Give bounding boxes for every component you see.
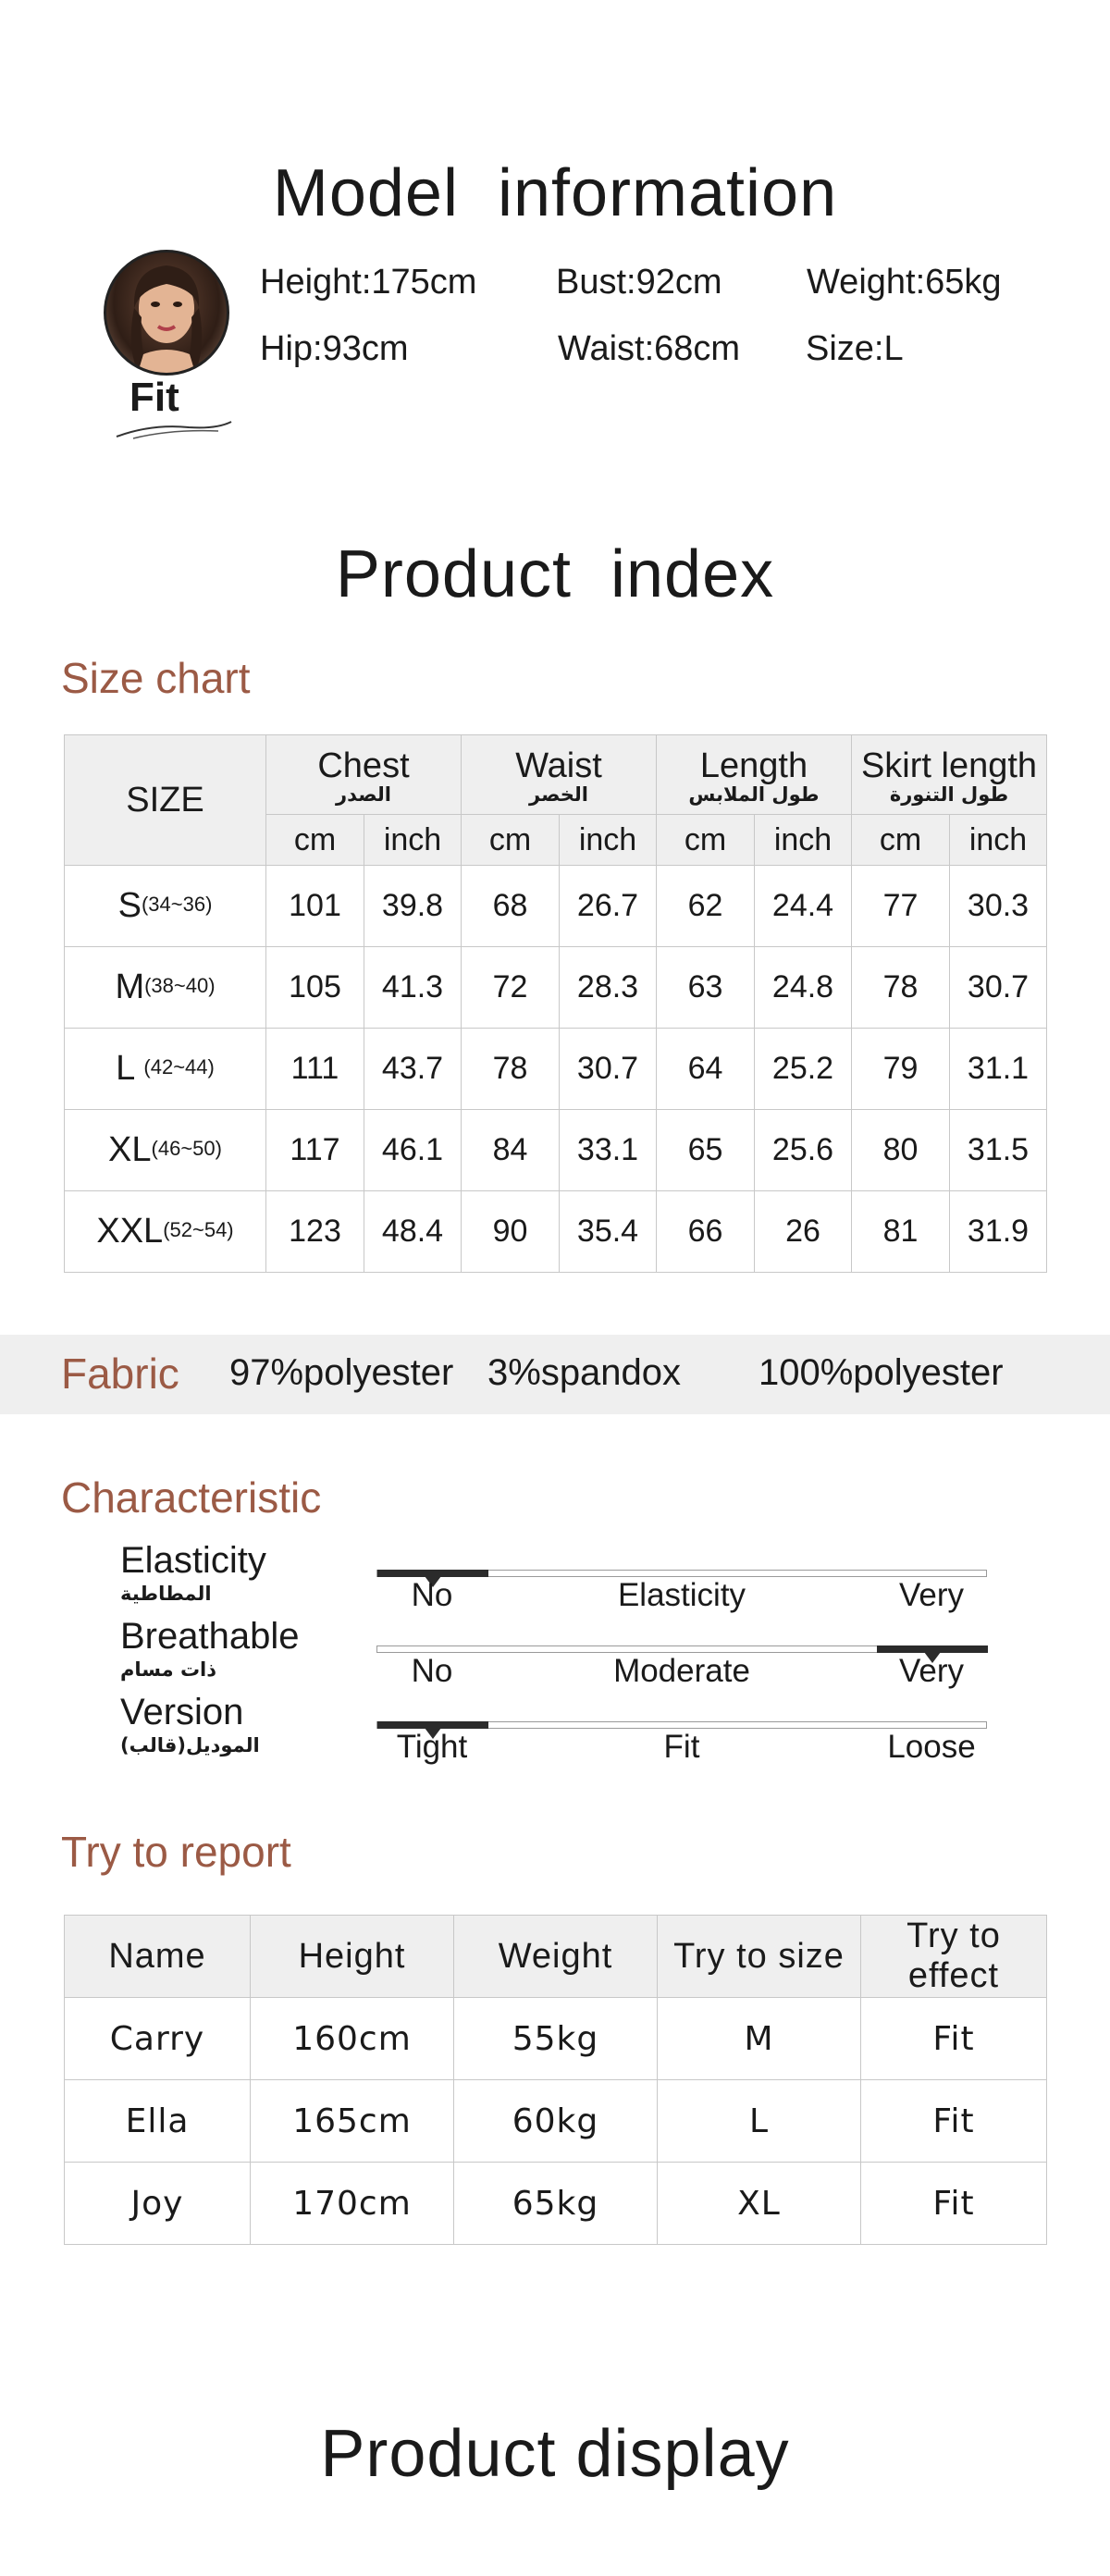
size-cell (65, 1191, 266, 1273)
model-bust: Bust:92cm (556, 263, 722, 302)
size-value-cell: 68 (462, 866, 560, 947)
characteristic-scale-bar (376, 1645, 987, 1653)
size-value-cell: 31.9 (950, 1191, 1047, 1273)
size-value-cell: 31.1 (950, 1029, 1047, 1110)
size-range: (34~36) (141, 893, 213, 916)
report-cell: Fit (861, 2163, 1047, 2245)
size-range: (38~40) (144, 974, 216, 997)
size-value-cell: 77 (852, 866, 950, 947)
product-display-title: Product display (320, 2417, 790, 2491)
report-header-try-to-effect: Try to effect (861, 1916, 1047, 1998)
size-value-cell: 84 (462, 1110, 560, 1191)
size-value-cell: 26 (755, 1191, 852, 1273)
report-cell: 165cm (251, 2080, 454, 2163)
report-header-try-to-size: Try to size (658, 1916, 861, 1998)
size-value-cell: 80 (852, 1110, 950, 1191)
model-information-title: Model information (272, 156, 838, 230)
report-cell: XL (658, 2163, 861, 2245)
size-value-cell: 33.1 (560, 1110, 657, 1191)
unit-header: cm (266, 815, 364, 866)
report-row (65, 2080, 1047, 2163)
size-value-cell: 72 (462, 947, 560, 1029)
size-value-cell: 46.1 (364, 1110, 462, 1191)
size-value-cell: 105 (266, 947, 364, 1029)
scale-label: No (411, 1577, 453, 1613)
size-label: S (117, 886, 142, 925)
size-value-cell: 28.3 (560, 947, 657, 1029)
scale-label: Tight (396, 1729, 468, 1765)
report-cell: Ella (65, 2080, 251, 2163)
size-value-cell: 30.7 (950, 947, 1047, 1029)
scale-label: Fit (663, 1729, 700, 1765)
size-chart-table (64, 734, 1047, 1273)
unit-header: cm (852, 815, 950, 866)
report-cell: 60kg (454, 2080, 658, 2163)
size-value-cell: 25.6 (755, 1110, 852, 1191)
report-title: Try to report (61, 1828, 291, 1876)
group-header-waist: Waist الخصر (462, 735, 657, 815)
size-range: (52~54) (163, 1218, 234, 1241)
size-value-cell: 63 (657, 947, 755, 1029)
size-value-cell: 66 (657, 1191, 755, 1273)
scale-label: Moderate (613, 1653, 750, 1689)
fabric-item: 3%spandox (487, 1352, 682, 1393)
characteristic-name: Version (120, 1692, 244, 1732)
model-size: Size:L (806, 329, 904, 368)
report-header-height: Height (251, 1916, 454, 1998)
group-header-skirt-length: Skirt length طول التنورة (852, 735, 1047, 815)
scale-label: No (411, 1653, 453, 1689)
characteristic-name-arabic: ذات مسام (120, 1658, 217, 1681)
size-row (65, 866, 1047, 947)
product-index-title: Product index (335, 537, 775, 611)
size-row (65, 1029, 1047, 1110)
unit-header: cm (462, 815, 560, 866)
model-hip: Hip:93cm (260, 329, 409, 368)
report-cell: M (658, 1998, 861, 2080)
size-row (65, 1110, 1047, 1191)
characteristic-name-arabic: المطاطية (120, 1583, 212, 1605)
report-cell: Carry (65, 1998, 251, 2080)
characteristic-name: Elasticity (120, 1540, 266, 1581)
group-header-chest: Chest الصدر (266, 735, 462, 815)
size-value-cell: 78 (852, 947, 950, 1029)
size-value-cell: 81 (852, 1191, 950, 1273)
size-value-cell: 24.8 (755, 947, 852, 1029)
size-value-cell: 78 (462, 1029, 560, 1110)
size-row (65, 947, 1047, 1029)
unit-header: inch (364, 815, 462, 866)
size-header: SIZE (65, 735, 266, 866)
size-value-cell: 123 (266, 1191, 364, 1273)
model-avatar (104, 250, 229, 376)
group-header-length: Length طول الملابس (657, 735, 852, 815)
fit-logo: Fit (130, 375, 179, 420)
report-header-weight: Weight (454, 1916, 658, 1998)
size-cell (65, 947, 266, 1029)
fabric-item: 97%polyester (229, 1352, 454, 1393)
size-value-cell: 39.8 (364, 866, 462, 947)
size-label: L (116, 1049, 144, 1088)
size-range: (42~44) (143, 1055, 215, 1078)
fabric-label: Fabric (61, 1350, 179, 1398)
fabric-item: 100%polyester (758, 1352, 1004, 1393)
size-value-cell: 64 (657, 1029, 755, 1110)
size-value-cell: 41.3 (364, 947, 462, 1029)
size-value-cell: 65 (657, 1110, 755, 1191)
report-cell: Joy (65, 2163, 251, 2245)
size-value-cell: 90 (462, 1191, 560, 1273)
size-cell (65, 1029, 266, 1110)
report-cell: 65kg (454, 2163, 658, 2245)
size-row (65, 1191, 1047, 1273)
report-cell: L (658, 2080, 861, 2163)
report-row (65, 1998, 1047, 2080)
size-value-cell: 62 (657, 866, 755, 947)
report-header-name: Name (65, 1916, 251, 1998)
size-value-cell: 30.7 (560, 1029, 657, 1110)
model-waist: Waist:68cm (558, 329, 741, 368)
size-label: XL (108, 1130, 152, 1169)
fit-swash-decoration (115, 418, 235, 440)
model-height: Height:175cm (260, 263, 477, 302)
size-value-cell: 43.7 (364, 1029, 462, 1110)
report-cell: Fit (861, 2080, 1047, 2163)
size-value-cell: 79 (852, 1029, 950, 1110)
size-value-cell: 30.3 (950, 866, 1047, 947)
size-value-cell: 48.4 (364, 1191, 462, 1273)
report-table (64, 1915, 1047, 2245)
size-value-cell: 31.5 (950, 1110, 1047, 1191)
model-weight: Weight:65kg (807, 263, 1002, 302)
report-cell: 160cm (251, 1998, 454, 2080)
unit-header: inch (755, 815, 852, 866)
size-cell (65, 1110, 266, 1191)
size-value-cell: 25.2 (755, 1029, 852, 1110)
characteristic-scale-bar (376, 1721, 987, 1729)
size-value-cell: 24.4 (755, 866, 852, 947)
size-label: M (115, 968, 145, 1006)
size-range: (46~50) (151, 1137, 222, 1160)
report-row (65, 2163, 1047, 2245)
characteristic-name-arabic: الموديل(قالب) (120, 1734, 260, 1756)
size-value-cell: 35.4 (560, 1191, 657, 1273)
report-cell: 55kg (454, 1998, 658, 2080)
size-value-cell: 101 (266, 866, 364, 947)
characteristic-title: Characteristic (61, 1473, 322, 1522)
report-cell: Fit (861, 1998, 1047, 2080)
unit-header: cm (657, 815, 755, 866)
size-cell (65, 866, 266, 947)
report-cell: 170cm (251, 2163, 454, 2245)
size-chart-title: Size chart (61, 654, 251, 702)
scale-label: Elasticity (617, 1577, 746, 1613)
unit-header: inch (950, 815, 1047, 866)
size-label: XXL (96, 1212, 164, 1251)
scale-label: Loose (887, 1729, 976, 1765)
size-value-cell: 111 (266, 1029, 364, 1110)
size-value-cell: 117 (266, 1110, 364, 1191)
scale-label: Very (898, 1577, 965, 1613)
characteristic-scale-bar (376, 1570, 987, 1577)
unit-header: inch (560, 815, 657, 866)
size-value-cell: 26.7 (560, 866, 657, 947)
characteristic-name: Breathable (120, 1616, 300, 1657)
scale-label: Very (898, 1653, 965, 1689)
